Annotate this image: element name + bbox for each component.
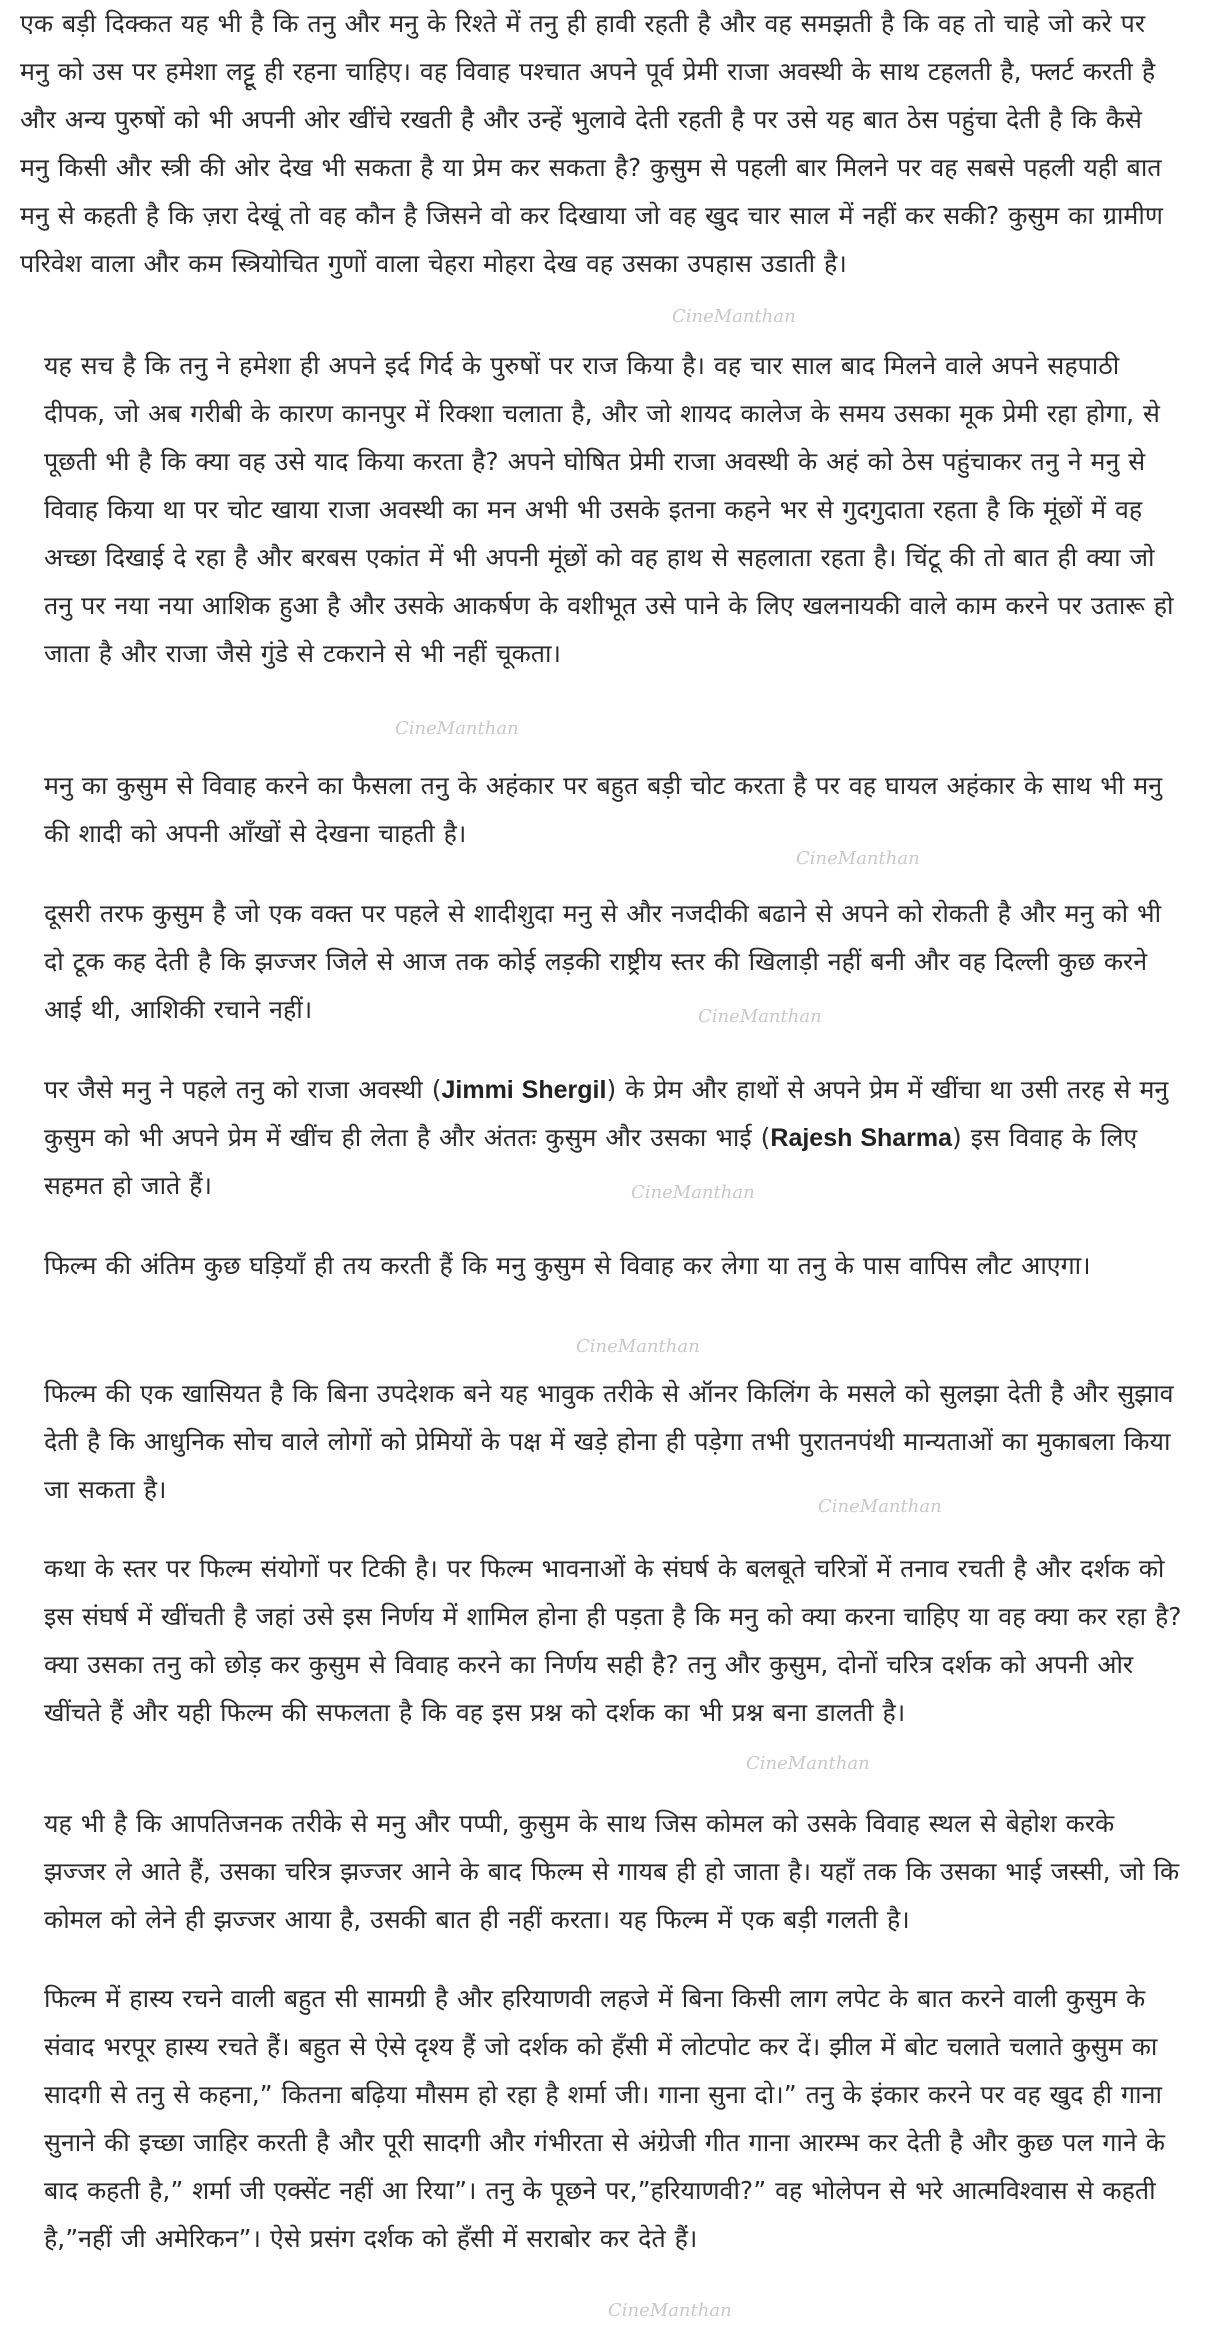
watermark: CineManthan — [746, 1753, 870, 1774]
paragraph-1: एक बड़ी दिक्कत यह भी है कि तनु और मनु के रिश्ते में तनु ही हावी रहती है और वह समझती है कि वह तो चाहे जो करे पर मनु को उस पर हमेशा लट्टू ही रहना चाहिए। वह विवाह पश्चात अपने पूर्व प्रेमी राजा अवस्थी के साथ टहलती है, फ्लर्ट करती है और अन्य पुरुषों को भी अपनी ओर खींचे रखती है और उन्हें भुलावे देती रहती है पर उसे यह बात ठेस पहुंचा देती है कि कैसे मनु किसी और स्त्री की ओर देख भी सकता है या प्रेम कर सकता है? कुसुम से पहली बार मिलने पर वह सबसे पहली यही बात मनु से कहती है कि ज़रा देखूं तो वह कौन है जिसने वो कर दिखाया जो वह खुद चार साल में नहीं कर सकी? कुसुम का ग्रामीण परिवेश वाला और कम स्त्रियोचित गुणों वाला चेहरा मोहरा देख वह उसका उपहास उडाती है। — [20, 9, 1163, 278]
paragraph-7: फिल्म की एक खासियत है कि बिना उपदेशक बने यह भावुक तरीके से ऑनर किलिंग के मसले को सुलझा देती है और सुझाव देती है कि आधुनिक सोच वाले लोगों को प्रेमियों के पक्ष में खड़े होना ही पड़ेगा तभी पुरातनपंथी मान्यताओं का मुकाबला किया जा सकता है। — [44, 1379, 1174, 1504]
watermark: CineManthan — [608, 2300, 732, 2321]
paragraph-5-text-a: पर जैसे मनु ने पहले तनु को राजा अवस्थी ( — [44, 1075, 442, 1104]
paragraph-5-text-c: ) इस विवाह के लिए सहमत हो जाते हैं। — [44, 1123, 1138, 1200]
paragraph-9: यह भी है कि आपतिजनक तरीके से मनु और पप्पी, कुसुम के साथ जिस कोमल को उसके विवाह स्थल से बेहोश करके झज्जर ले आते हैं, उसका चरित्र झज्जर आने के बाद फिल्म से गायब ही हो जाता है। यहाँ तक कि उसका भाई जस्सी, जो कि कोमल को लेने ही झज्जर आया है, उसकी बात ही नहीं करता। यह फिल्म में एक बड़ी गलती है। — [44, 1809, 1180, 1934]
watermark: CineManthan — [395, 718, 519, 739]
paragraph-8: कथा के स्तर पर फिल्म संयोगों पर टिकी है। पर फिल्म भावनाओं के संघर्ष के बलबूते चरित्रों में तनाव रचती है और दर्शक को इस संघर्ष में खींचती है जहां उसे इस निर्णय में शामिल होना ही पड़ता है कि मनु को क्या करना चाहिए या वह क्या कर रहा है? क्या उसका तनु को छोड़ कर कुसुम से विवाह करने का निर्णय सही है? तनु और कुसुम, दोनों चरित्र दर्शक को अपनी ओर खींचते हैं और यही फिल्म की सफलता है कि वह इस प्रश्न को दर्शक का भी प्रश्न बना डालती है। — [44, 1554, 1182, 1727]
paragraph-10: फिल्म में हास्य रचने वाली बहुत सी सामग्री है और हरियाणवी लहजे में बिना किसी लाग लपेट के बात करने वाली कुसुम के संवाद भरपूर हास्य रचते हैं। बहुत से ऐसे दृश्य हैं जो दर्शक को हँसी में लोटपोट कर दें। झील में बोट चलाते चलाते कुसुम का सादगी से तनु से कहना,” कितना बढ़िया मौसम हो रहा है शर्मा जी। गाना सुना दो।” तनु के इंकार करने पर वह खुद ही गाना सुनाने की इच्छा जाहिर करती है और पूरी सादगी और गंभीरता से अंग्रेजी गीत गाना आरम्भ कर देती है और कुछ पल गाने के बाद कहती है,” शर्मा जी एक्सेंट नहीं आ रिया”। तनु के पूछने पर,”हरियाणवी?” वह भोलेपन से भरे आत्मविश्वास से कहती है,”नहीं जी अमेरिकन”। ऐसे प्रसंग दर्शक को हँसी में सराबोर कर देते हैं। — [44, 1984, 1165, 2253]
actor-name-rajesh-sharma: Rajesh Sharma — [770, 1124, 953, 1152]
watermark: CineManthan — [698, 1006, 822, 1027]
watermark: CineManthan — [818, 1496, 942, 1517]
paragraph-5 — [44, 1066, 1184, 1210]
actor-name-jimmi-shergil: Jimmi Shergil — [441, 1076, 607, 1104]
paragraph-6: फिल्म की अंतिम कुछ घड़ियाँ ही तय करती हैं कि मनु कुसुम से विवाह कर लेगा या तनु के पास वापिस लौट आएगा। — [44, 1251, 1091, 1280]
watermark: CineManthan — [672, 306, 796, 327]
paragraph-5-text-b: ) के प्रेम और हाथों से अपने प्रेम में खींचा था उसी तरह से मनु कुसुम को भी अपने प्रेम में खींच ही लेता है और अंततः कुसुम और उसका भाई ( — [44, 1075, 1169, 1152]
paragraph-2: यह सच है कि तनु ने हमेशा ही अपने इर्द गिर्द के पुरुषों पर राज किया है। वह चार साल बाद मिलने वाले अपने सहपाठी दीपक, जो अब गरीबी के कारण कानपुर में रिक्शा चलाता है, और जो शायद कालेज के समय उसका मूक प्रेमी रहा होगा, से पूछती भी है कि क्या वह उसे याद किया करता है? अपने घोषित प्रेमी राजा अवस्थी के अहं को ठेस पहुंचाकर तनु ने मनु से विवाह किया था पर चोट खाया राजा अवस्थी का मन अभी भी उसके इतना कहने भर से गुदगुदाता रहता है कि मूंछों में वह अच्छा दिखाई दे रहा है और बरबस एकांत में भी अपनी मूंछों को वह हाथ से सहलाता रहता है। चिंटू की तो बात ही क्या जो तनु पर नया नया आशिक हुआ है और उसके आकर्षण के वशीभूत उसे पाने के लिए खलनायकी वाले काम करने पर उतारू हो जाता है और राजा जैसे गुंडे से टकराने से भी नहीं चूकता। — [44, 351, 1174, 668]
watermark: CineManthan — [796, 848, 920, 869]
paragraph-4: दूसरी तरफ कुसुम है जो एक वक्त पर पहले से शादीशुदा मनु से और नजदीकी बढाने से अपने को रोकती है और मनु को भी दो टूक कह देती है कि झज्जर जिले से आज तक कोई लड़की राष्ट्रीय स्तर की खिलाड़ी नहीं बनी और वह दिल्ली कुछ करने आई थी, आशिकी रचाने नहीं। — [44, 899, 1162, 1024]
watermark: CineManthan — [576, 1336, 700, 1357]
watermark: CineManthan — [631, 1182, 755, 1203]
paragraph-3: मनु का कुसुम से विवाह करने का फैसला तनु के अहंकार पर बहुत बड़ी चोट करता है पर वह घायल अहंकार के साथ भी मनु की शादी को अपनी आँखों से देखना चाहती है। — [44, 771, 1163, 848]
